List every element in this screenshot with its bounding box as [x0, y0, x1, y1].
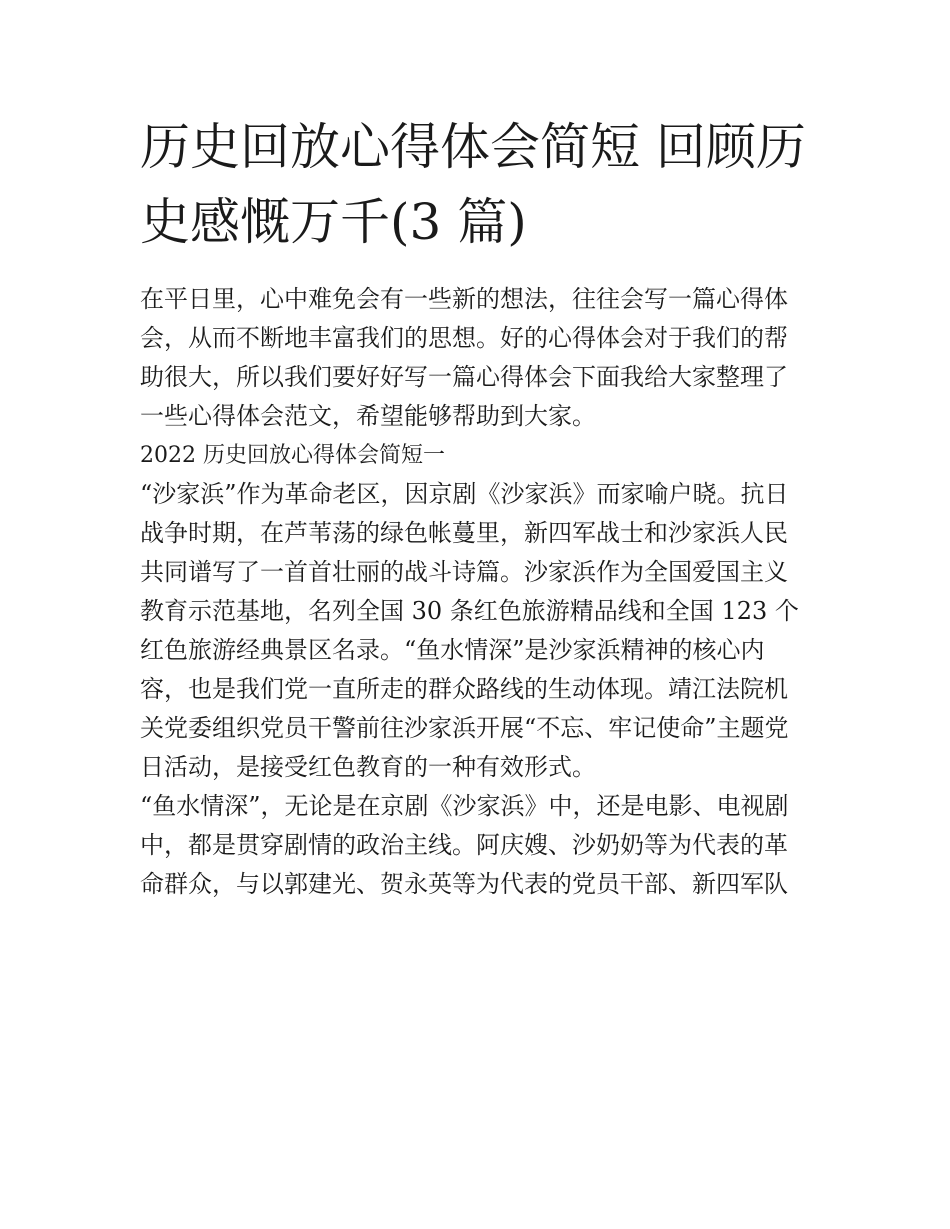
text-line: 容，也是我们党一直所走的群众路线的生动体现。靖江法院机: [140, 675, 788, 703]
text-line: 教育示范基地，名列全国 30 条红色旅游精品线和全国 123 个: [140, 597, 799, 625]
text-line: 日活动，是接受红色教育的一种有效形式。: [140, 753, 596, 781]
text-line: 战争时期，在芦苇荡的绿色帐蔓里，新四军战士和沙家浜人民: [140, 519, 788, 547]
title-line: 史感慨万千(3 篇): [140, 193, 527, 251]
body-paragraph-1: [140, 475, 812, 787]
text-line: 命群众，与以郭建光、贺永英等为代表的党员干部、新四军队: [140, 870, 788, 898]
body-paragraph-2: [140, 787, 812, 904]
intro-paragraph: [140, 280, 812, 436]
document-body: [140, 110, 812, 904]
document-title: [140, 110, 812, 260]
text-line: 在平日里，心中难免会有一些新的想法，往往会写一篇心得体: [140, 285, 788, 313]
text-line: 一些心得体会范文，希望能够帮助到大家。: [140, 402, 596, 430]
text-line: 会，从而不断地丰富我们的思想。好的心得体会对于我们的帮: [140, 324, 788, 352]
text-line: 关党委组织党员干警前往沙家浜开展“不忘、牢记使命”主题党: [140, 714, 789, 742]
text-line: 助很大，所以我们要好好写一篇心得体会下面我给大家整理了: [140, 363, 788, 391]
text-line: 中，都是贯穿剧情的政治主线。阿庆嫂、沙奶奶等为代表的革: [140, 831, 788, 859]
text-line: 共同谱写了一首首壮丽的战斗诗篇。沙家浜作为全国爱国主义: [140, 558, 788, 586]
title-line: 历史回放心得体会简短 回顾历: [140, 118, 806, 176]
text-line: “鱼水情深”，无论是在京剧《沙家浜》中，还是电影、电视剧: [140, 792, 789, 820]
text-line: 红色旅游经典景区名录。“鱼水情深”是沙家浜精神的核心内: [140, 636, 765, 664]
section-heading: 2022 历史回放心得体会简短一: [140, 443, 445, 468]
text-line: “沙家浜”作为革命老区，因京剧《沙家浜》而家喻户晓。抗日: [140, 480, 789, 508]
